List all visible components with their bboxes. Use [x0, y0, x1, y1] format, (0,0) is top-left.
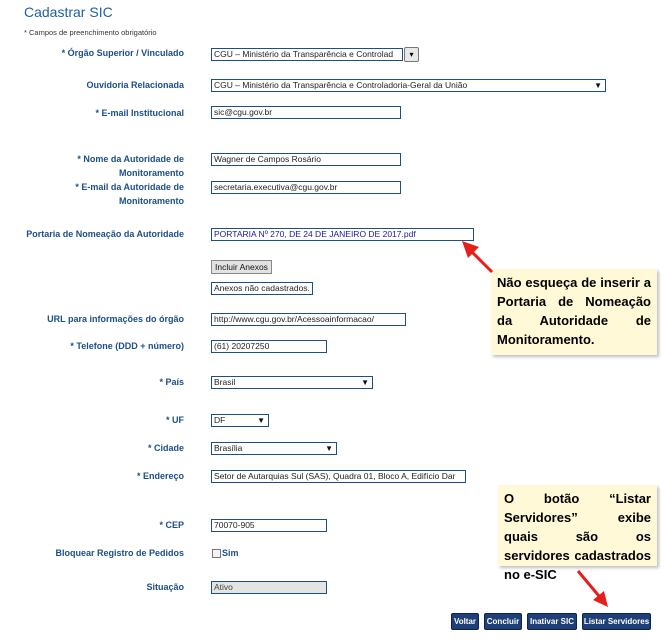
cep-input[interactable]: 70070-905 [211, 519, 327, 532]
chevron-down-icon: ▾ [409, 50, 414, 59]
dropdown-arrow-icon: ▼ [257, 416, 265, 425]
orgao-superior-dropdown-button[interactable] [404, 47, 419, 62]
ouvidoria-value: CGU – Ministério da Transparência e Controladoria-Geral da União [214, 80, 468, 90]
orgao-superior-select[interactable]: CGU – Ministério da Transparência e Controlad [211, 48, 403, 61]
portaria-label: Portaria de Nomeação da Autoridade [26, 229, 184, 239]
endereco-label: * Endereço [136, 471, 184, 481]
email-institucional-input[interactable]: sic@cgu.gov.br [211, 106, 401, 119]
bloquear-option-label: Sim [222, 548, 239, 558]
email-autoridade-input[interactable]: secretaria.executiva@cgu.gov.br [211, 181, 401, 194]
listar-servidores-button[interactable]: Listar Servidores [582, 613, 651, 630]
uf-label: * UF [166, 415, 184, 425]
portaria-callout: Não esqueça de inserir a Portaria de Nomeação da Autoridade de Monitoramento. [491, 269, 657, 355]
pais-label: * País [159, 377, 184, 387]
orgao-superior-label: * Órgão Superior / Vinculado [61, 48, 184, 58]
portaria-arrow-icon [462, 241, 492, 272]
nome-autoridade-label [20, 152, 184, 180]
incluir-anexos-button[interactable]: Incluir Anexos [211, 260, 272, 274]
telefone-label: * Telefone (DDD + número) [70, 341, 184, 351]
concluir-button[interactable]: Concluir [484, 613, 522, 630]
pais-select[interactable] [211, 376, 373, 389]
situacao-field: Ativo [211, 581, 327, 594]
bloquear-label: Bloquear Registro de Pedidos [55, 548, 184, 558]
voltar-button[interactable]: Voltar [451, 613, 479, 630]
nome-autoridade-label-line2: Monitoramento [119, 168, 184, 178]
endereco-input[interactable]: Setor de Autarquias Sul (SAS), Quadra 01, Bloco A, Edifício Dar [211, 470, 466, 483]
cidade-label: * Cidade [147, 443, 184, 453]
url-label: URL para informações do órgão [47, 314, 184, 324]
email-autoridade-label-line1: * E-mail da Autoridade de [75, 182, 184, 192]
anexos-status: Anexos não cadastrados. [211, 282, 313, 295]
page-title: Cadastrar SIC [24, 4, 113, 20]
required-fields-note: * Campos de preenchimento obrigatório [24, 28, 157, 37]
dropdown-arrow-icon: ▼ [361, 378, 369, 387]
dropdown-arrow-icon: ▼ [325, 444, 333, 453]
situacao-label: Situação [146, 582, 184, 592]
cidade-value: Brasília [214, 443, 243, 453]
dropdown-arrow-icon: ▼ [594, 81, 602, 90]
cep-label: * CEP [159, 520, 184, 530]
url-input[interactable]: http://www.cgu.gov.br/Acessoainformacao/ [211, 313, 406, 326]
email-institucional-label: * E-mail Institucional [95, 108, 184, 118]
portaria-file-field[interactable]: PORTARIA Nº 270, DE 24 DE JANEIRO DE 2017.pdf [211, 228, 474, 241]
ouvidoria-label: Ouvidoria Relacionada [86, 80, 184, 90]
cidade-select[interactable] [211, 442, 337, 455]
email-autoridade-label-line2: Monitoramento [119, 196, 184, 206]
pais-value: Brasil [214, 377, 236, 387]
listar-arrow-icon [578, 571, 608, 607]
email-autoridade-label [20, 180, 184, 208]
nome-autoridade-input[interactable]: Wagner de Campos Rosário [211, 153, 401, 166]
uf-value: DF [214, 415, 226, 425]
nome-autoridade-label-line1: * Nome da Autoridade de [77, 154, 184, 164]
ouvidoria-select[interactable] [211, 79, 606, 92]
inativar-sic-button[interactable]: Inativar SIC [527, 613, 577, 630]
uf-select[interactable] [211, 414, 269, 427]
bloquear-checkbox[interactable] [212, 549, 221, 558]
listar-servidores-callout: O botão “Listar Servidores” exibe quais são os servidores cadastrados no e-SIC [498, 485, 657, 566]
telefone-input[interactable]: (61) 20207250 [211, 340, 327, 353]
